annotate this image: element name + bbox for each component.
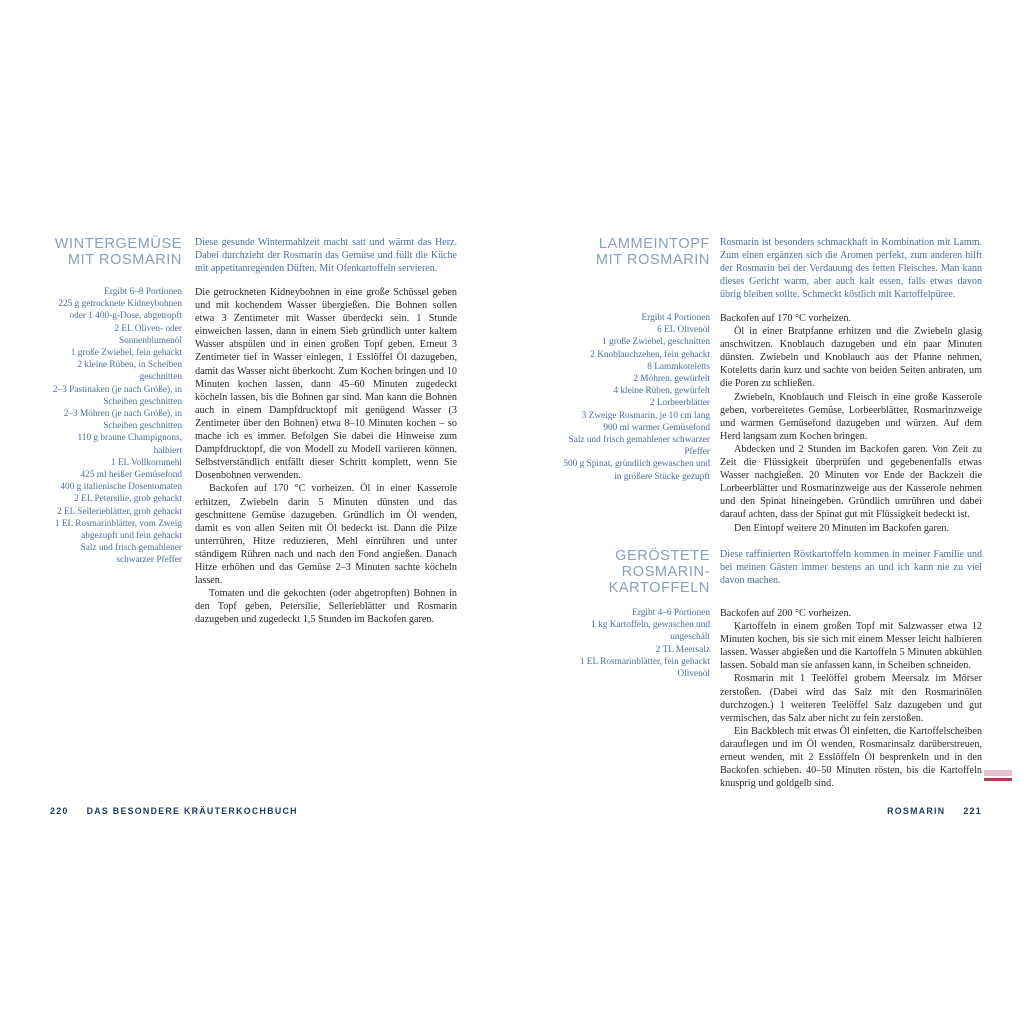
- ingredient-item: 2–3 Möhren (je nach Größe), in Scheiben geschnitten: [63, 409, 182, 432]
- recipe-header: [563, 236, 982, 301]
- page-number-right: 221: [963, 806, 982, 816]
- ingredient-item: 1 große Zwiebel, fein gehackt: [70, 348, 182, 359]
- instruction-paragraph: Backofen auf 200 °C vorheizen.: [720, 608, 852, 619]
- recipe-title: [563, 548, 710, 596]
- instruction-paragraph: Abdecken und 2 Stunden im Backofen garen. Von Zeit zu Zeit die Flüssigkeit überprüfen und gegebenenfalls etwas Wasser nachgießen. 20 Minuten vor Ende der Backzeit die Lorbeerblätter und Rosmarinzweige aus der Kasserole nehmen und den Spinat hineingeben. Gründlich umrühren und dabei darauf achten, dass der Spinat gut mit Flüssigkeit bedeckt ist.: [720, 443, 982, 521]
- instruction-paragraph: Den Eintopf weitere 20 Minuten im Backofen garen.: [734, 522, 950, 534]
- instruction-paragraph: Die getrockneten Kidneybohnen in eine große Schüssel geben und mit kochendem Wasser übergießen. Die Bohnen sollen etwa 3 Zentimeter mit Wasser überdeckt sein. 1 Stunde einweichen lassen, dann in einem Sieb gründlich unter kaltem Wasser abspülen und in einen großen Topf geben. Erneut 3 Zentimeter tief in Wasser einlegen, 1 Esslöffel Öl dazugeben, damit das Wasser nicht überkocht. Zum Kochen bringen und 10 Minuten kochen lassen, dann 45–60 Minuten zugedeckt köcheln lassen, bis die Bohnen gar sind. Man kann die Bohnen auch in einem Dampfdrucktopf mit genügend Wasser (3 Zentimeter über den Bohnen) etwa 8–10 Minuten kochen – so mache ich es immer. Befolgen Sie dabei die Hinweise zum Dampfdrucktopf, die von Modell zu Modell variieren können. Selbstverständlich entfällt dieser Schritt komplett, wenn Sie Dosenbohnen verwenden.: [195, 287, 457, 482]
- recipe-content: [50, 286, 457, 626]
- ingredient-item: 2 EL Sellerieblätter, grob gehackt: [57, 506, 182, 517]
- recipe-intro: Rosmarin ist besonders schmackhaft in Kombination mit Lamm. Zum einen ergänzen sich die Aromen perfekt, zum anderen hilft der Rosmarin bei der Verdauung des fetten Fleisches. Man kann dieses Gericht warm, aber auch kalt essen, falls etwas davon übrig bleiben sollte. Schmeckt köstlich mit Kartoffelpüree.: [720, 237, 982, 300]
- instruction-paragraph: Kartoffeln in einem großen Topf mit Salzwasser etwa 12 Minuten kochen, bis sie sich mit einem Messer leicht halbieren lassen. Wasser abgießen und die Kartoffeln 5 Minuten abkühlen lassen. Sobald man sie anfassen kann, in Scheiben schneiden.: [720, 621, 982, 672]
- ingredient-item: 8 Lammkoteletts: [647, 361, 710, 372]
- recipe-title-line: LAMMEINTOPF: [598, 236, 710, 252]
- ingredient-item: 2 EL Petersilie, grob gehackt: [74, 494, 182, 505]
- chapter-title: ROSMARIN: [887, 806, 946, 816]
- recipe-title-line: WINTERGEMÜSE: [54, 236, 182, 252]
- ingredient-item: 1 kg Kartoffeln, gewaschen und ungeschält: [591, 620, 710, 643]
- ingredient-item: 6 EL Olivenöl: [657, 325, 710, 336]
- ingredient-item: 2 TL Meersalz: [655, 644, 710, 655]
- ingredient-item: 1 EL Rosmarinblätter, fein gehackt: [579, 656, 710, 667]
- ingredient-item: 2–3 Pastinaken (je nach Größe), in Scheiben geschnitten: [52, 384, 182, 407]
- recipe-header: [50, 236, 457, 275]
- recipe-yield: Ergibt 4 Portionen: [641, 313, 710, 323]
- instruction-paragraph: Backofen auf 170 °C vorheizen.: [720, 313, 852, 324]
- recipe-title: [563, 236, 710, 268]
- footer-left: [50, 806, 298, 816]
- ingredient-list: [563, 619, 710, 680]
- instruction-paragraph: Backofen auf 170 °C vorheizen. Öl in einer Kasserole erhitzen, Zwiebeln darin 5 Minuten dünsten und das geschnittene Gemüse dazugeben. Gründlich im Öl wenden, damit es von allen Seiten mit Öl bedeckt ist. Dann die Pilze unterrühren, Hitze reduzieren, Mehl einrühren und unter ständigem Rühren nach und nach den Fond angießen. Danach Hitze erhöhen und das Gemüse 2–3 Minuten sachte köcheln lassen.: [195, 483, 457, 587]
- page-right: [563, 236, 982, 836]
- recipe-instructions: [720, 607, 982, 790]
- recipe-instructions: [720, 312, 982, 535]
- recipe-title-line: MIT ROSMARIN: [67, 252, 182, 268]
- ingredient-item: 2 Lorbeerblätter: [649, 398, 710, 409]
- recipe-intro: Diese raffinierten Röstkartoffeln kommen in meiner Familie und bei meinen Gästen immer bestens an und ich kann nie zu viel davon machen.: [720, 549, 982, 586]
- ingredient-item: 400 g italienische Dosentomaten: [60, 482, 182, 493]
- ingredient-item: 425 ml heißer Gemüsefond: [80, 470, 182, 481]
- ingredient-item: Salz und frisch gemahlener schwarzer Pfeffer: [568, 435, 710, 458]
- recipe-title: [50, 236, 182, 268]
- ingredient-item: 2 Knoblauchzehen, fein gehackt: [590, 349, 710, 360]
- recipe-lammeintopf-mit-rosmarin: [563, 236, 982, 535]
- ingredient-item: 110 g braune Champignons, halbiert: [77, 433, 182, 456]
- recipe-wintergemuese-mit-rosmarin: [50, 236, 457, 626]
- bookmark-red-mark: [984, 778, 1012, 781]
- recipe-content: [563, 607, 982, 790]
- ingredient-item: 500 g Spinat, gründlich gewaschen und in größere Stücke gezupft: [563, 459, 710, 482]
- recipe-intro: Diese gesunde Wintermahlzeit macht satt und wärmt das Herz. Dabei durchzieht der Rosmarin das Gemüse und füllt die Küche mit appetitanregenden Düften. Mit Ofenkartoffeln servieren.: [195, 237, 457, 274]
- book-title: DAS BESONDERE KRÄUTERKOCHBUCH: [86, 806, 298, 816]
- ingredient-item: Olivenöl: [677, 669, 710, 680]
- bookmark-pink-mark: [984, 770, 1012, 776]
- ingredient-item: 4 kleine Rüben, gewürfelt: [613, 386, 710, 397]
- recipe-geroestete-rosmarin-kartoffeln: [563, 548, 982, 790]
- instruction-paragraph: Rosmarin mit 1 Teelöffel grobem Meersalz im Mörser zerstoßen. (Dabei wird das Salz mit den Rosmarinölen durchzogen.) 1 weiteren Teelöffel Salz dazugeben und gut vermischen, das Salz aber nicht zu fein zerstoßen.: [720, 673, 982, 724]
- footer-right: [563, 806, 982, 816]
- page-number-left: 220: [50, 806, 69, 816]
- ingredient-item: 2 EL Oliven- oder Sonnenblumenöl: [114, 323, 182, 346]
- page-left: [50, 236, 457, 836]
- recipe-header: [563, 548, 982, 596]
- ingredient-item: 2 kleine Rüben, in Scheiben geschnitten: [77, 360, 182, 383]
- recipe-yield: Ergibt 4–6 Portionen: [632, 608, 710, 618]
- ingredient-item: 1 große Zwiebel, geschnitten: [602, 337, 710, 348]
- instruction-paragraph: Ein Backblech mit etwas Öl einfetten, die Kartoffelscheiben darauflegen und im Öl wenden, Rosmarinsalz darüberstreuen, erneut wenden, mit 2 Esslöffeln Öl besprenkeln und in den Backofen schieben. 40–50 Minuten rösten, bis die Kartoffeln knusprig und goldgelb sind.: [720, 725, 982, 790]
- instruction-paragraph: Zwiebeln, Knoblauch und Fleisch in eine große Kasserole geben, vorbereitetes Gemüse, Lorbeerblätter, Rosmarinzweige und warmen Gemüsefond dazugeben und würzen. Auf dem Herd langsam zum Kochen bringen.: [720, 391, 982, 442]
- instruction-paragraph: Öl in einer Bratpfanne erhitzen und die Zwiebeln glasig anschwitzen. Knoblauch dazugeben und ein paar Minuten dünsten. Zwiebeln und Knoblauch aus der Pfanne nehmen, Koteletts darin kurz und sachte von beiden Seiten anbraten, um die Poren zu schließen.: [720, 326, 982, 390]
- ingredient-item: 2 Möhren, gewürfelt: [633, 374, 710, 385]
- ingredient-item: 900 ml warmer Gemüsefond: [603, 422, 710, 433]
- recipe-title-line: GERÖSTETE: [615, 548, 710, 564]
- ingredient-list: [50, 298, 182, 566]
- recipe-title-line: MIT ROSMARIN: [595, 252, 710, 268]
- recipe-content: [563, 312, 982, 535]
- ingredient-item: Salz und frisch gemahlener schwarzer Pfeffer: [80, 543, 182, 566]
- instruction-paragraph: Tomaten und die gekochten (oder abgetropften) Bohnen in den Topf geben, Petersilie, Sellerieblätter und Rosmarin dazugeben und zugedeckt 1,5 Stunden im Backofen garen.: [195, 588, 457, 626]
- recipe-title-line: KARTOFFELN: [608, 580, 710, 596]
- ingredient-list: [563, 324, 710, 483]
- ingredient-item: 1 EL Rosmarinblätter, vom Zweig abgezupft und fein gehackt: [54, 518, 182, 542]
- recipe-title-line: ROSMARIN-: [621, 564, 710, 580]
- recipe-instructions: [195, 286, 457, 626]
- bookmark-ribbon: [984, 770, 1012, 781]
- ingredient-item: 3 Zweige Rosmarin, je 10 cm lang: [581, 410, 710, 421]
- ingredient-item: 225 g getrocknete Kidneybohnen oder 1 400-g-Dose, abgetropft: [58, 299, 182, 322]
- recipe-yield: Ergibt 6–8 Portionen: [104, 287, 182, 297]
- ingredient-item: 1 EL Vollkornmehl: [110, 457, 182, 468]
